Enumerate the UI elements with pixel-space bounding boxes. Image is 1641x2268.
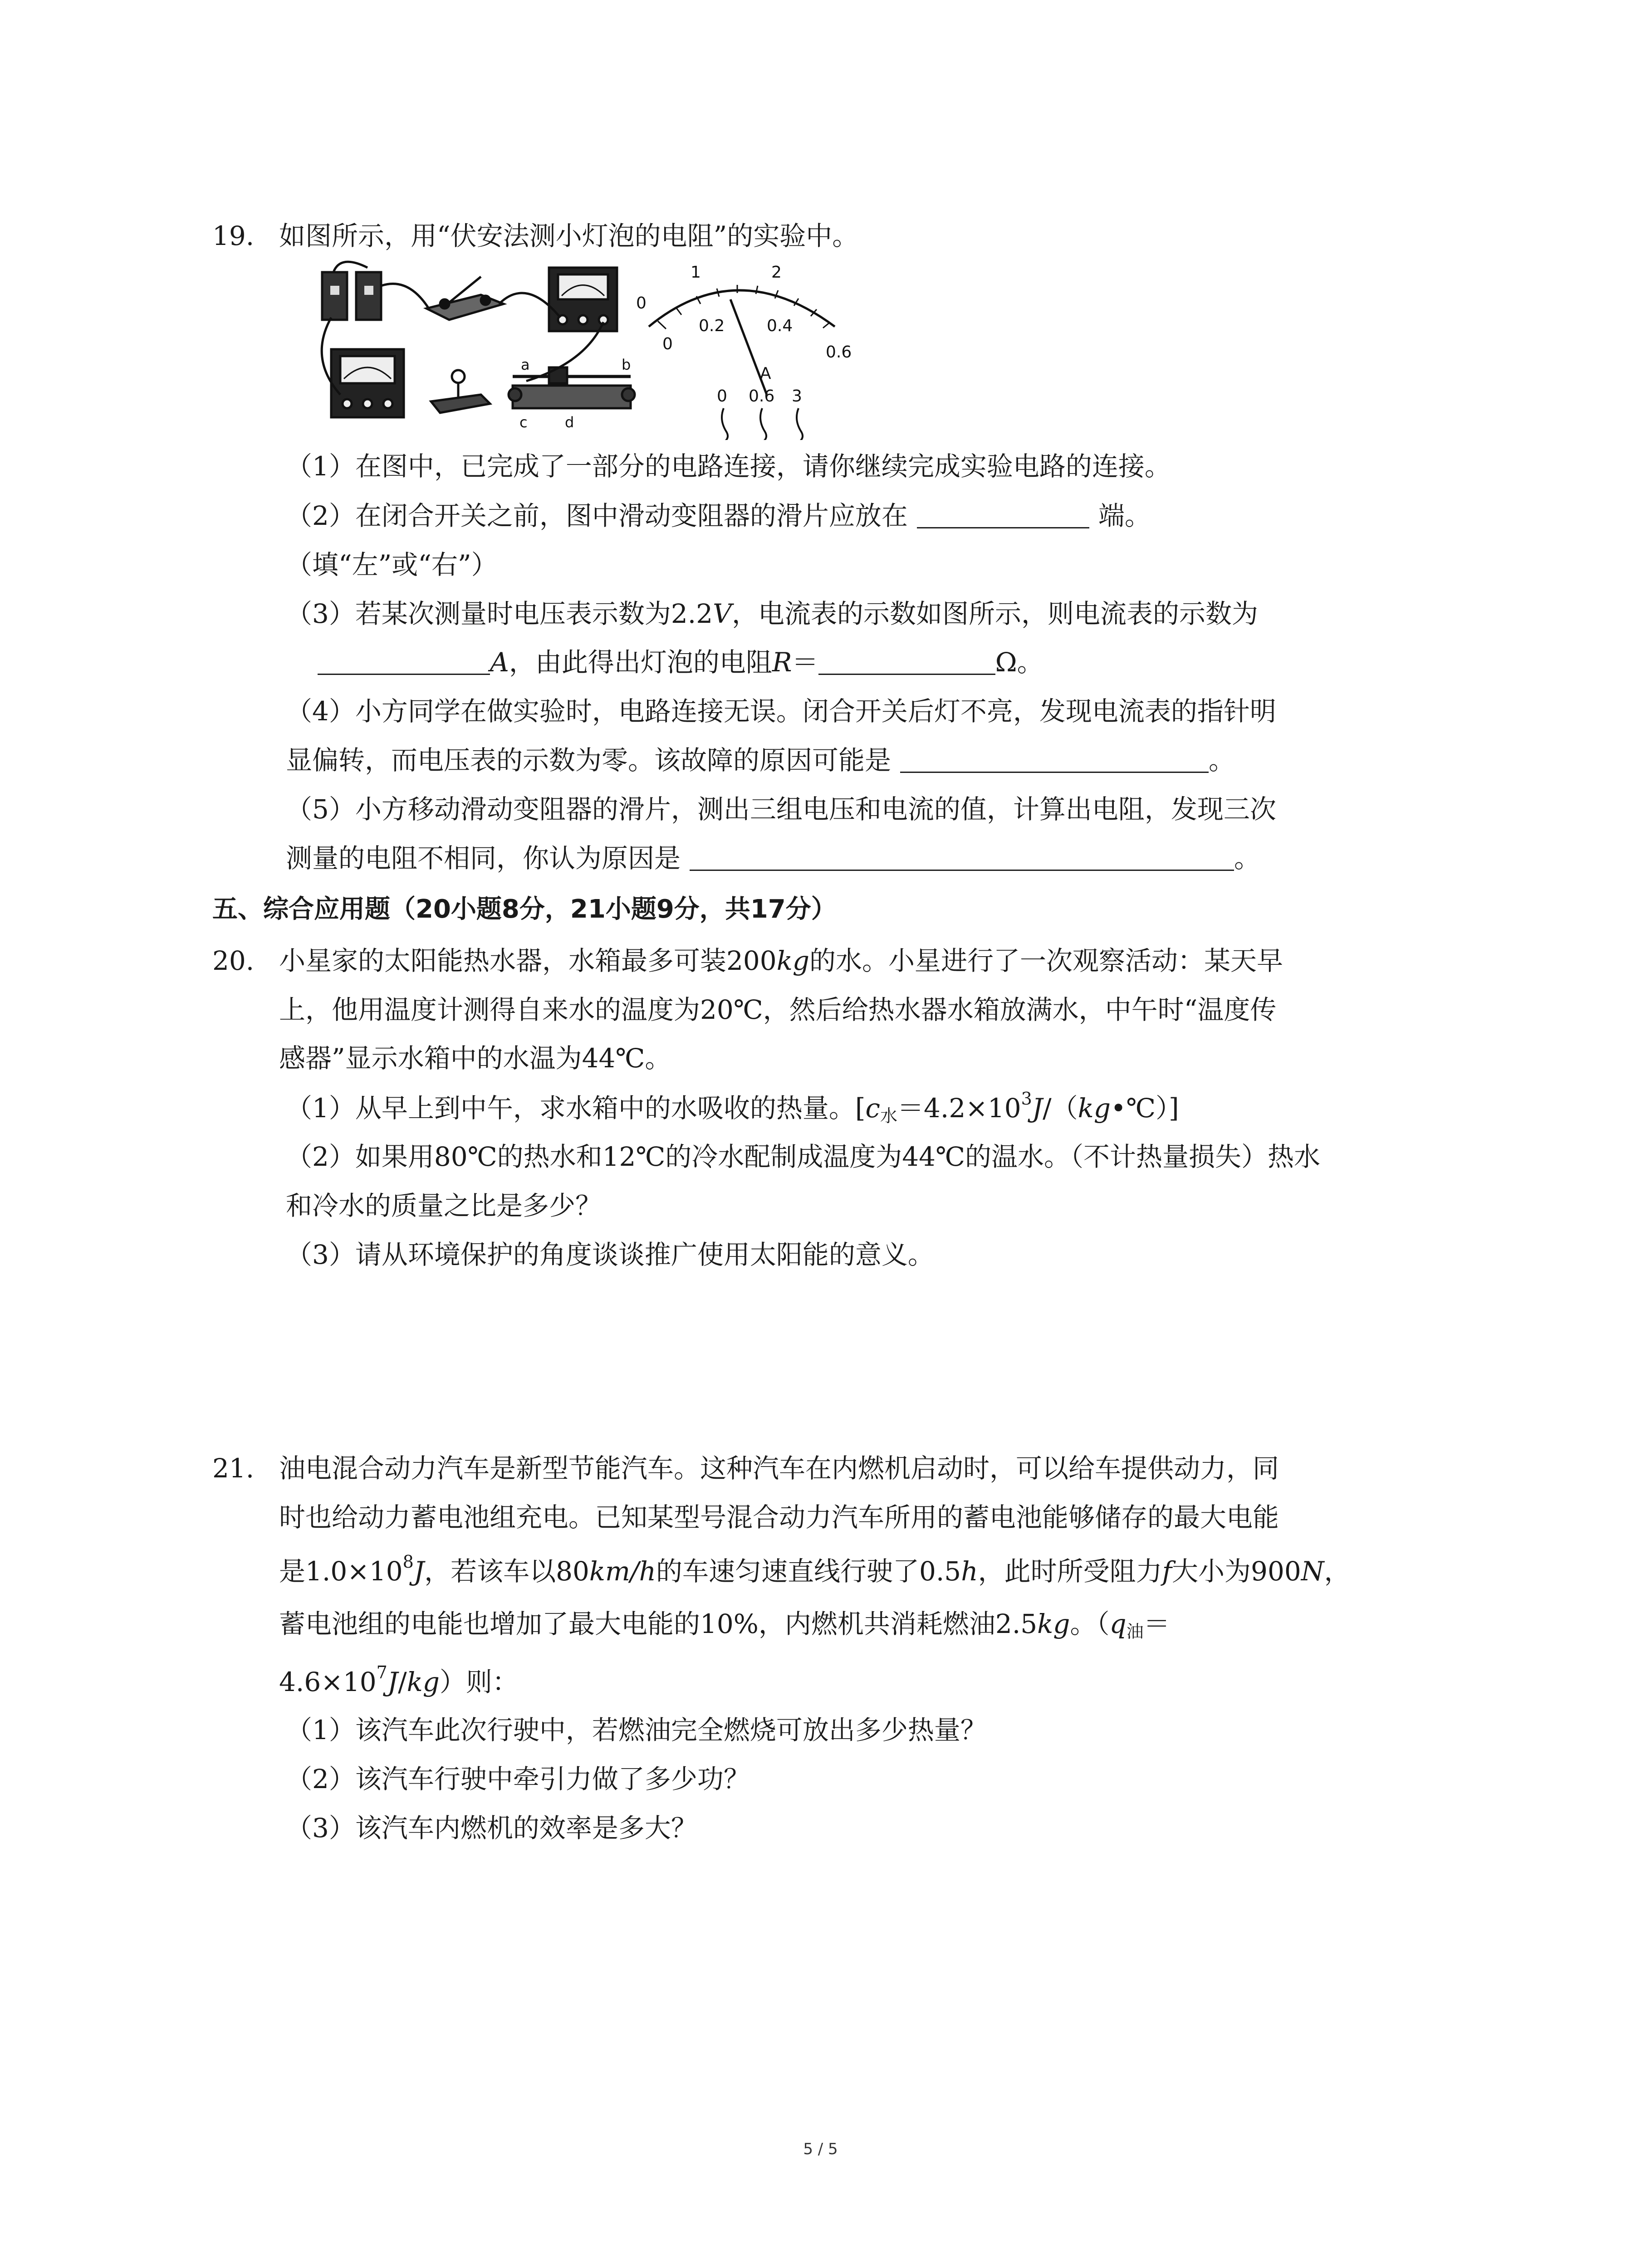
unit-kg: kg <box>407 1667 440 1697</box>
q21-line1: 油电混合动力汽车是新型节能汽车。这种汽车在内燃机启动时，可以给车提供动力，同 <box>279 1453 1279 1484</box>
unit-newton: N <box>1301 1556 1324 1587</box>
exponent: 3 <box>1021 1089 1032 1109</box>
q19-circuit-figure <box>313 259 885 440</box>
question-number-19: 19. <box>212 220 255 251</box>
q21-line4-b: 。（ <box>1070 1608 1110 1639</box>
unit-joule: J <box>1032 1093 1043 1124</box>
unit-kmh: km/h <box>589 1556 656 1587</box>
voltage-unit: V <box>713 598 732 629</box>
q21-line4-a: 蓄电池组的电能也增加了最大电能的10%，内燃机共消耗燃油2.5 <box>279 1608 1038 1639</box>
q21-line5 <box>279 1664 519 1700</box>
ammeter-meter-icon <box>331 349 404 417</box>
svg-text:a: a <box>521 356 530 373</box>
rheostat-label-c: c <box>519 414 528 431</box>
q19-part5-line2 <box>286 840 1260 876</box>
q19-part4-line1: （4）小方同学在做实验时，电路连接无误。闭合开关后灯不亮，发现电流表的指针明 <box>286 696 1276 727</box>
scale-bottom-0: 0 <box>662 335 673 353</box>
question-number-20: 20. <box>212 945 255 976</box>
q19-part5-end: 。 <box>1234 843 1261 874</box>
q21-line3-end: ， <box>1324 1556 1351 1587</box>
q20-part2-line1: （2）如果用80℃的热水和12℃的冷水配制成温度为44℃的温水。（不计热量损失）热水 <box>286 1141 1320 1172</box>
q19-part3-line1 <box>286 596 1258 632</box>
slash: / <box>398 1667 407 1697</box>
q20-line1-a: 小星家的太阳能热水器，水箱最多可装200 <box>279 945 777 976</box>
terminal-label-0: 0 <box>717 387 727 406</box>
q20-line1-b: 的水。小星进行了一次观察活动：某天早 <box>809 945 1283 976</box>
q19-part3-line2 <box>318 644 1043 680</box>
q20-line3: 感器”显示水箱中的水温为44℃。 <box>279 1043 671 1074</box>
q20-line1 <box>279 943 1283 979</box>
rheostat-label-d: d <box>565 414 574 431</box>
q21-line3-e: 大小为900 <box>1172 1556 1301 1587</box>
terminal-label-06: 0.6 <box>749 387 775 406</box>
scale-bottom-02: 0.2 <box>699 317 725 335</box>
q19-part3-mid: ，由此得出灯泡的电阻 <box>509 647 772 678</box>
q20-part1-value: ＝4.2×10 <box>897 1093 1021 1124</box>
force-symbol: f <box>1162 1556 1172 1587</box>
exponent: 7 <box>376 1662 387 1682</box>
voltmeter-icon <box>549 268 617 331</box>
q21-line5-b: ）则： <box>439 1667 519 1697</box>
q19-part3-tail: ，电流表的示数如图所示，则电流表的示数为 <box>732 598 1259 629</box>
q19-part1: （1）在图中，已完成了一部分的电路连接，请你继续完成实验电路的连接。 <box>286 451 1171 482</box>
unit-kg: kg <box>1078 1093 1111 1124</box>
water-subscript: 水 <box>880 1106 898 1126</box>
q19-resistance-answer-blank[interactable] <box>818 646 995 675</box>
ammeter-unit-label: A <box>760 364 771 383</box>
svg-text:b: b <box>622 356 631 373</box>
q21-part1: （1）该汽车此次行驶中，若燃油完全燃烧可放出多少热量？ <box>286 1715 987 1745</box>
scale-top-1: 1 <box>691 263 701 282</box>
q19-part5-text: 测量的电阻不相同，你认为原因是 <box>286 843 681 874</box>
q19-part4-text: 显偏转，而电压表的示数为零。该故障的原因可能是 <box>286 745 892 776</box>
q19-part2-hint: （填“左”或“右”） <box>286 549 498 580</box>
current-unit: A <box>490 647 509 678</box>
q19-fault-answer-blank[interactable] <box>900 744 1209 773</box>
q19-stem: 如图所示，用“伏安法测小灯泡的电阻”的实验中。 <box>279 220 859 251</box>
switch-icon <box>426 277 504 320</box>
q20-line2: 上，他用温度计测得自来水的温度为20℃，然后给热水器水箱放满水，中午时“温度传 <box>279 994 1277 1025</box>
section-title: 五、综合应用题（20小题8分，21小题9分，共17分） <box>212 894 837 924</box>
q21-line2: 时也给动力蓄电池组充电。已知某型号混合动力汽车所用的蓄电池能够储存的最大电能 <box>279 1502 1279 1533</box>
q21-line3-d: ，此时所受阻力 <box>978 1556 1162 1587</box>
q19-part2-line <box>286 498 1151 534</box>
q19-part4-end: 。 <box>1209 745 1235 776</box>
q21-line3-a: 是1.0×10 <box>279 1556 403 1587</box>
q19-part2-answer-blank[interactable] <box>917 500 1089 528</box>
q21-line4 <box>279 1606 1170 1642</box>
q21-line3-b: ，若该车以80 <box>424 1556 589 1587</box>
ohm-unit: Ω。 <box>995 647 1043 678</box>
q20-part3: （3）请从环境保护的角度谈谈推广使用太阳能的意义。 <box>286 1239 934 1270</box>
q19-part2-text: （2）在闭合开关之前，图中滑动变阻器的滑片应放在 <box>286 500 908 531</box>
q20-part1-end: •℃）] <box>1110 1093 1179 1124</box>
q21-line5-a: 4.6×10 <box>279 1667 377 1697</box>
resistance-symbol: R <box>772 647 792 678</box>
q19-current-answer-blank[interactable] <box>318 646 490 675</box>
q19-reason-answer-blank[interactable] <box>690 842 1234 871</box>
rheostat-icon <box>509 367 635 408</box>
q20-part1 <box>286 1090 1179 1126</box>
q20-part1-slash: /（ <box>1043 1093 1078 1124</box>
terminal-label-3: 3 <box>792 387 802 406</box>
unit-joule: J <box>413 1556 425 1587</box>
equals-sign: ＝ <box>792 647 818 678</box>
lamp-icon <box>431 370 490 413</box>
scale-zero-top: 0 <box>636 294 647 313</box>
question-number-21: 21. <box>212 1453 255 1484</box>
q20-part2-line2: 和冷水的质量之比是多少？ <box>286 1190 602 1221</box>
exponent: 8 <box>402 1552 414 1572</box>
unit-joule: J <box>387 1667 398 1697</box>
q21-line3 <box>279 1553 1351 1589</box>
scale-top-2: 2 <box>771 263 782 282</box>
battery-icon <box>322 272 347 320</box>
q21-part2: （2）该汽车行驶中牵引力做了多少功？ <box>286 1764 750 1794</box>
q20-part1-text: （1）从早上到中午，求水箱中的水吸收的热量。[ <box>286 1093 866 1124</box>
q19-part3-text: （3）若某次测量时电压表示数为2.2 <box>286 598 713 629</box>
q19-part5-line1: （5）小方移动滑动变阻器的滑片，测出三组电压和电流的值，计算出电阻，发现三次 <box>286 794 1276 825</box>
q19-part4-line2 <box>286 742 1235 778</box>
heat-value-symbol: q <box>1109 1608 1127 1639</box>
unit-kg: kg <box>1037 1608 1070 1639</box>
q21-line3-c: 的车速匀速直线行驶了0.5 <box>656 1556 961 1587</box>
ammeter-dial <box>636 263 852 440</box>
equals-sign: ＝ <box>1143 1608 1170 1639</box>
unit-hour: h <box>961 1556 978 1587</box>
scale-bottom-04: 0.4 <box>767 317 793 335</box>
scale-bottom-06: 0.6 <box>826 343 852 362</box>
oil-subscript: 油 <box>1126 1622 1144 1642</box>
specific-heat-symbol: c <box>865 1093 881 1124</box>
q19-part2-end: 端。 <box>1098 500 1151 531</box>
battery-icon <box>356 272 381 320</box>
q21-part3: （3）该汽车内燃机的效率是多大？ <box>286 1813 697 1843</box>
unit-kg: kg <box>776 945 809 976</box>
page-number: 5 / 5 <box>803 2140 838 2158</box>
